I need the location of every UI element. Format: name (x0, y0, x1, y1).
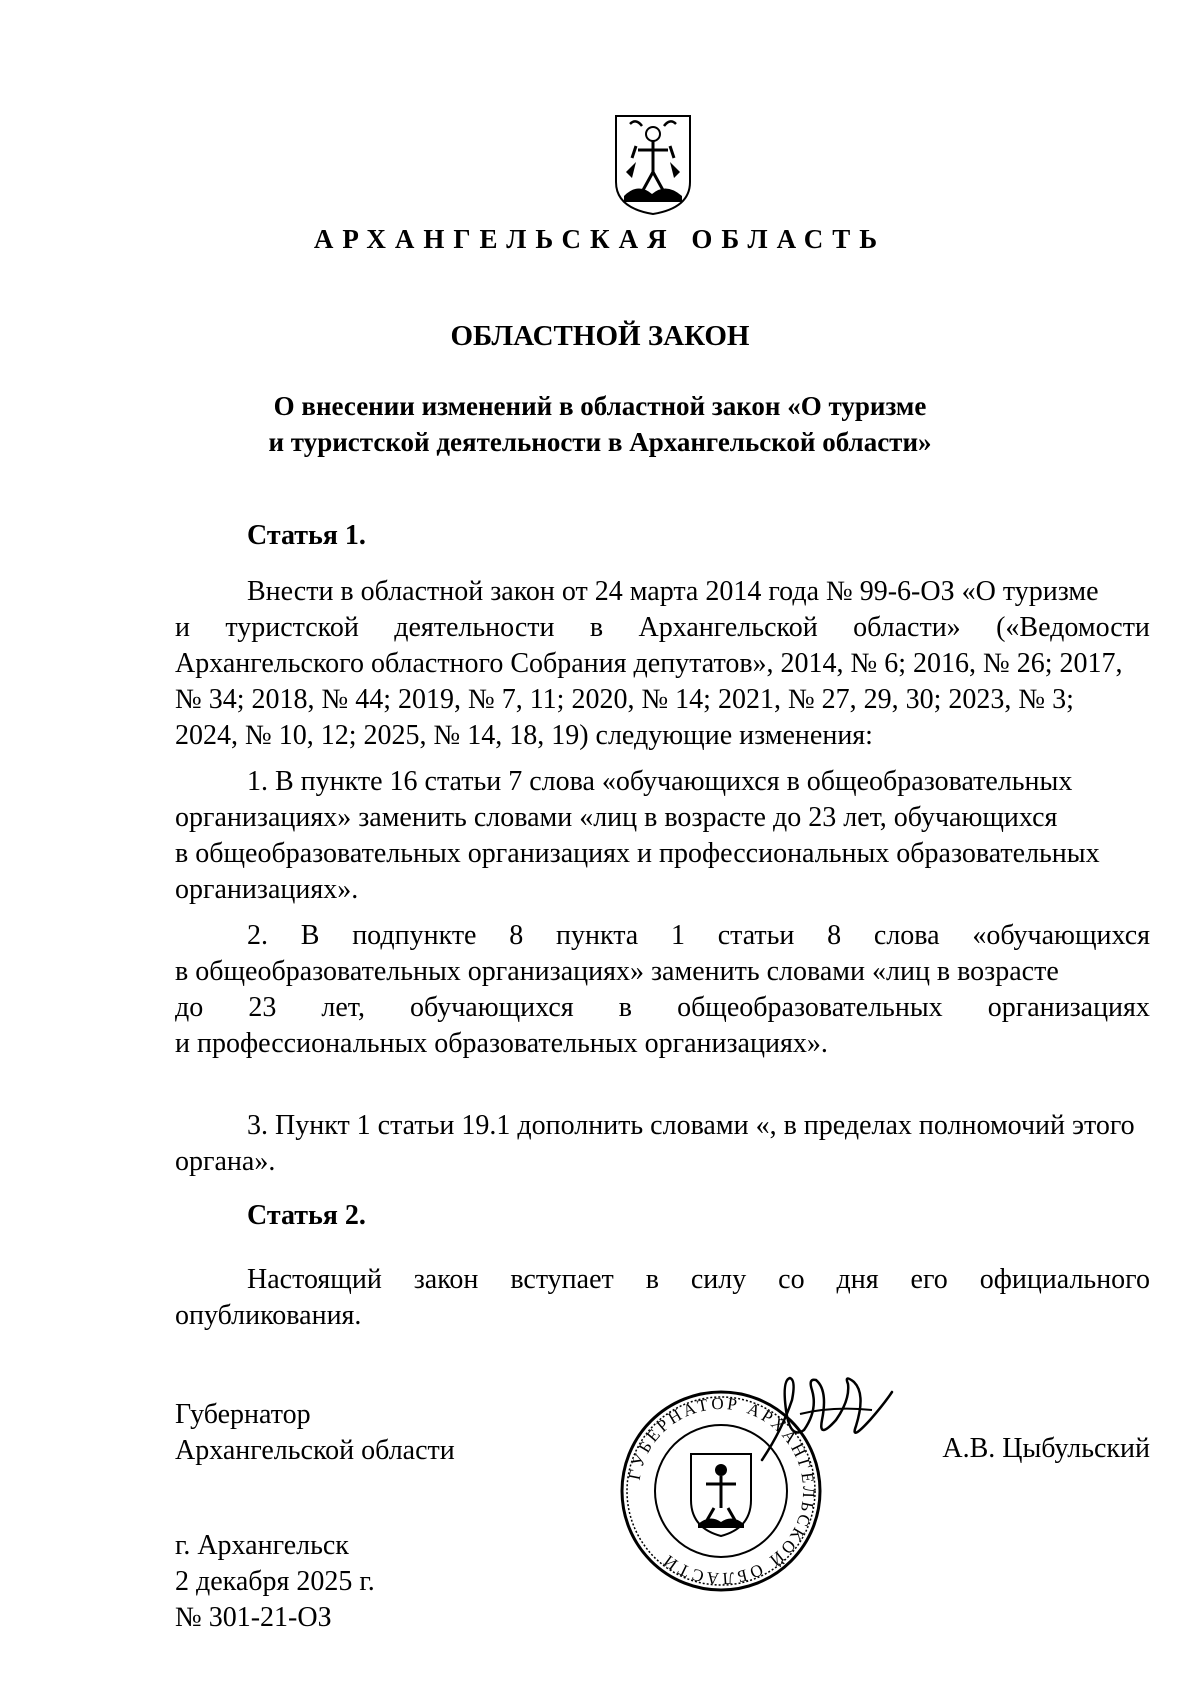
text-line: в общеобразовательных организациях и профессиональных образовательных (175, 838, 1100, 869)
signatory-name: А.В. Цыбульский (942, 1433, 1150, 1464)
article-1-item-3 (175, 1108, 1150, 1180)
text-line: до 23 лет, обучающихся в общеобразовательных организациях (175, 992, 1150, 1023)
text-line: Внести в областной закон от 24 марта 2014 года № 99-6-ОЗ «О туризме (247, 576, 1099, 607)
text-line: организациях». (175, 874, 359, 905)
text-line: 2024, № 10, 12; 2025, № 14, 18, 19) следующие изменения: (175, 720, 873, 751)
coat-of-arms-icon (612, 112, 694, 216)
law-title-line: О внесении изменений в областной закон «О туризме (273, 391, 927, 421)
signatory-position (175, 1397, 455, 1469)
document-type: ОБЛАСТНОЙ ЗАКОН (450, 320, 750, 352)
document-number: № 301-21-ОЗ (175, 1602, 332, 1633)
text-line: опубликования. (175, 1300, 362, 1331)
position-region: Архангельской области (175, 1435, 455, 1466)
text-line: в общеобразовательных организациях» заменить словами «лиц в возрасте (175, 956, 1059, 987)
article-1-intro (175, 574, 1150, 754)
svg-text:ГУБЕРНАТОР АРХАНГЕЛЬСКОЙ ОБЛАС: ГУБЕРНАТОР АРХАНГЕЛЬСКОЙ ОБЛАСТИ (624, 1393, 819, 1589)
article-2-heading: Статья 2. (247, 1200, 366, 1231)
text-line: 3. Пункт 1 статьи 19.1 дополнить словами «, в пределах полномочий этого (247, 1110, 1135, 1141)
article-1-item-1 (175, 764, 1150, 908)
law-title (0, 388, 1200, 460)
text-line: 2. В подпункте 8 пункта 1 статьи 8 слова «обучающихся (247, 920, 1150, 951)
region-name: АРХАНГЕЛЬСКАЯ ОБЛАСТЬ (313, 224, 887, 254)
text-line: и профессиональных образовательных организациях». (175, 1028, 828, 1059)
text-line: и туристской деятельности в Архангельской области» («Ведомости (175, 612, 1150, 643)
text-line: организациях» заменить словами «лиц в возрасте до 23 лет, обучающихся (175, 802, 1058, 833)
city: г. Архангельск (175, 1530, 349, 1561)
law-title-line: и туристской деятельности в Архангельской области» (268, 427, 932, 457)
text-line: № 34; 2018, № 44; 2019, № 7, 11; 2020, № 14; 2021, № 27, 29, 30; 2023, № 3; (175, 684, 1074, 715)
document-date: 2 декабря 2025 г. (175, 1566, 375, 1597)
document-footer (175, 1528, 375, 1636)
article-2-text (175, 1262, 1150, 1334)
article-1-item-2 (175, 918, 1150, 1062)
handwritten-signature-icon (752, 1370, 902, 1470)
article-1-heading: Статья 1. (247, 520, 366, 551)
position-title: Губернатор (175, 1399, 311, 1430)
text-line: Настоящий закон вступает в силу со дня его официального (247, 1264, 1150, 1295)
text-line: Архангельского областного Собрания депутатов», 2014, № 6; 2016, № 26; 2017, (175, 648, 1123, 679)
text-line: 1. В пункте 16 статьи 7 слова «обучающихся в общеобразовательных (247, 766, 1073, 797)
text-line: органа». (175, 1146, 276, 1177)
